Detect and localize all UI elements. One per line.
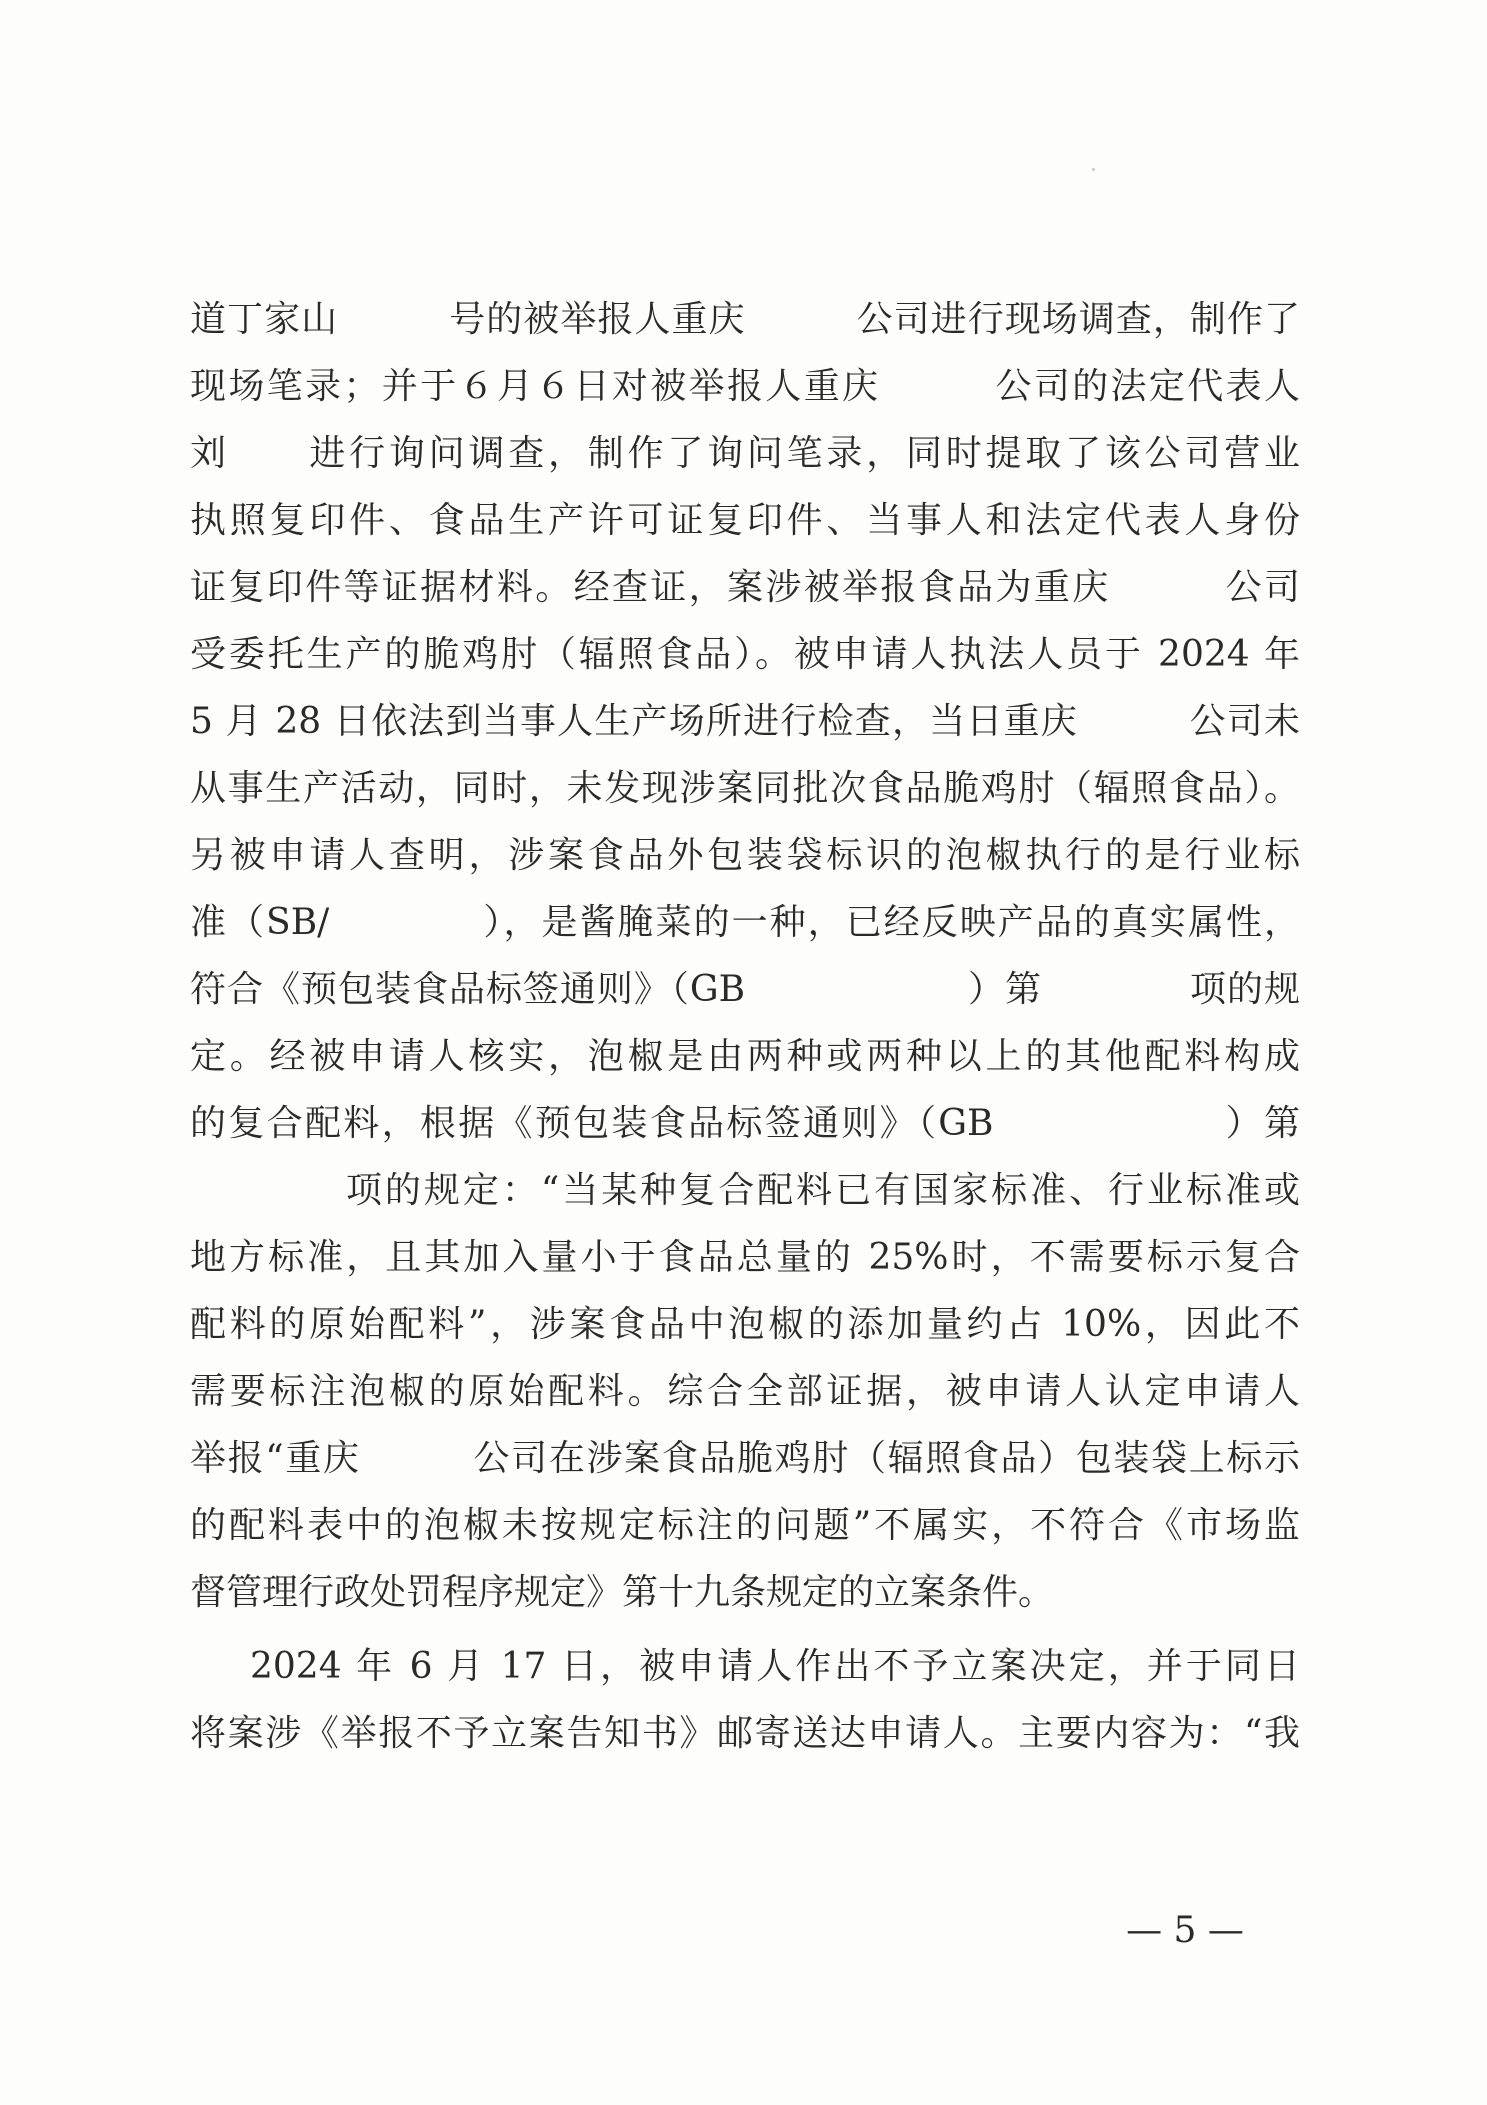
text-line: 受委托生产的脆鸡肘（辐照食品）。被申请人执法人员于 2024 年: [190, 634, 1300, 675]
text-line: 配料的原始配料”，涉案食品中泡椒的添加量约占 10%，因此不: [190, 1304, 1300, 1345]
text-line: 现场笔录；并于６月６日对被举报人重庆 公司的法定代表人: [190, 366, 1300, 407]
text-line: 证复印件等证据材料。经查证，案涉被举报食品为重庆 公司: [190, 567, 1300, 608]
text-line: 道丁家山 号的被举报人重庆 公司进行现场调查，制作了: [190, 299, 1300, 340]
text-line: 符合《预包装食品标签通则》（GB ）第 项的规: [190, 969, 1300, 1010]
text-line: 定。经被申请人核实，泡椒是由两种或两种以上的其他配料构成: [190, 1036, 1300, 1077]
text-line: 2024 年 6 月 17 日，被申请人作出不予立案决定，并于同日: [250, 1646, 1300, 1687]
text-line: 督管理行政处罚程序规定》第十九条规定的立案条件。: [190, 1572, 1055, 1613]
text-line: 的配料表中的泡椒未按规定标注的问题”不属实，不符合《市场监: [190, 1505, 1300, 1546]
text-line: 需要标注泡椒的原始配料。综合全部证据，被申请人认定申请人: [190, 1371, 1300, 1412]
text-line: 另被申请人查明，涉案食品外包装袋标识的泡椒执行的是行业标: [190, 835, 1300, 876]
text-line: 刘 进行询问调查，制作了询问笔录，同时提取了该公司营业: [190, 433, 1300, 474]
text-line: 举报“重庆 公司在涉案食品脆鸡肘（辐照食品）包装袋上标示: [190, 1438, 1300, 1479]
text-line: 项的规定：“当某种复合配料已有国家标准、行业标准或: [190, 1170, 1300, 1211]
text-line: 执照复印件、食品生产许可证复印件、当事人和法定代表人身份: [190, 500, 1300, 541]
text-line: 从事生产活动，同时，未发现涉案同批次食品脆鸡肘（辐照食品）。: [190, 768, 1300, 809]
text-line: 地方标准，且其加入量小于食品总量的 25%时，不需要标示复合: [190, 1237, 1300, 1278]
text-line: 将案涉《举报不予立案告知书》邮寄送达申请人。主要内容为：“我: [190, 1713, 1300, 1754]
text-line: 的复合配料，根据《预包装食品标签通则》（GB ）第: [190, 1103, 1300, 1144]
page-number: — 5 —: [1126, 1910, 1244, 1951]
scan-speck: [1092, 168, 1095, 171]
text-line: 5 月 28 日依法到当事人生产场所进行检查，当日重庆 公司未: [190, 701, 1300, 742]
text-line: 准（SB/ ），是酱腌菜的一种，已经反映产品的真实属性，: [190, 902, 1300, 943]
